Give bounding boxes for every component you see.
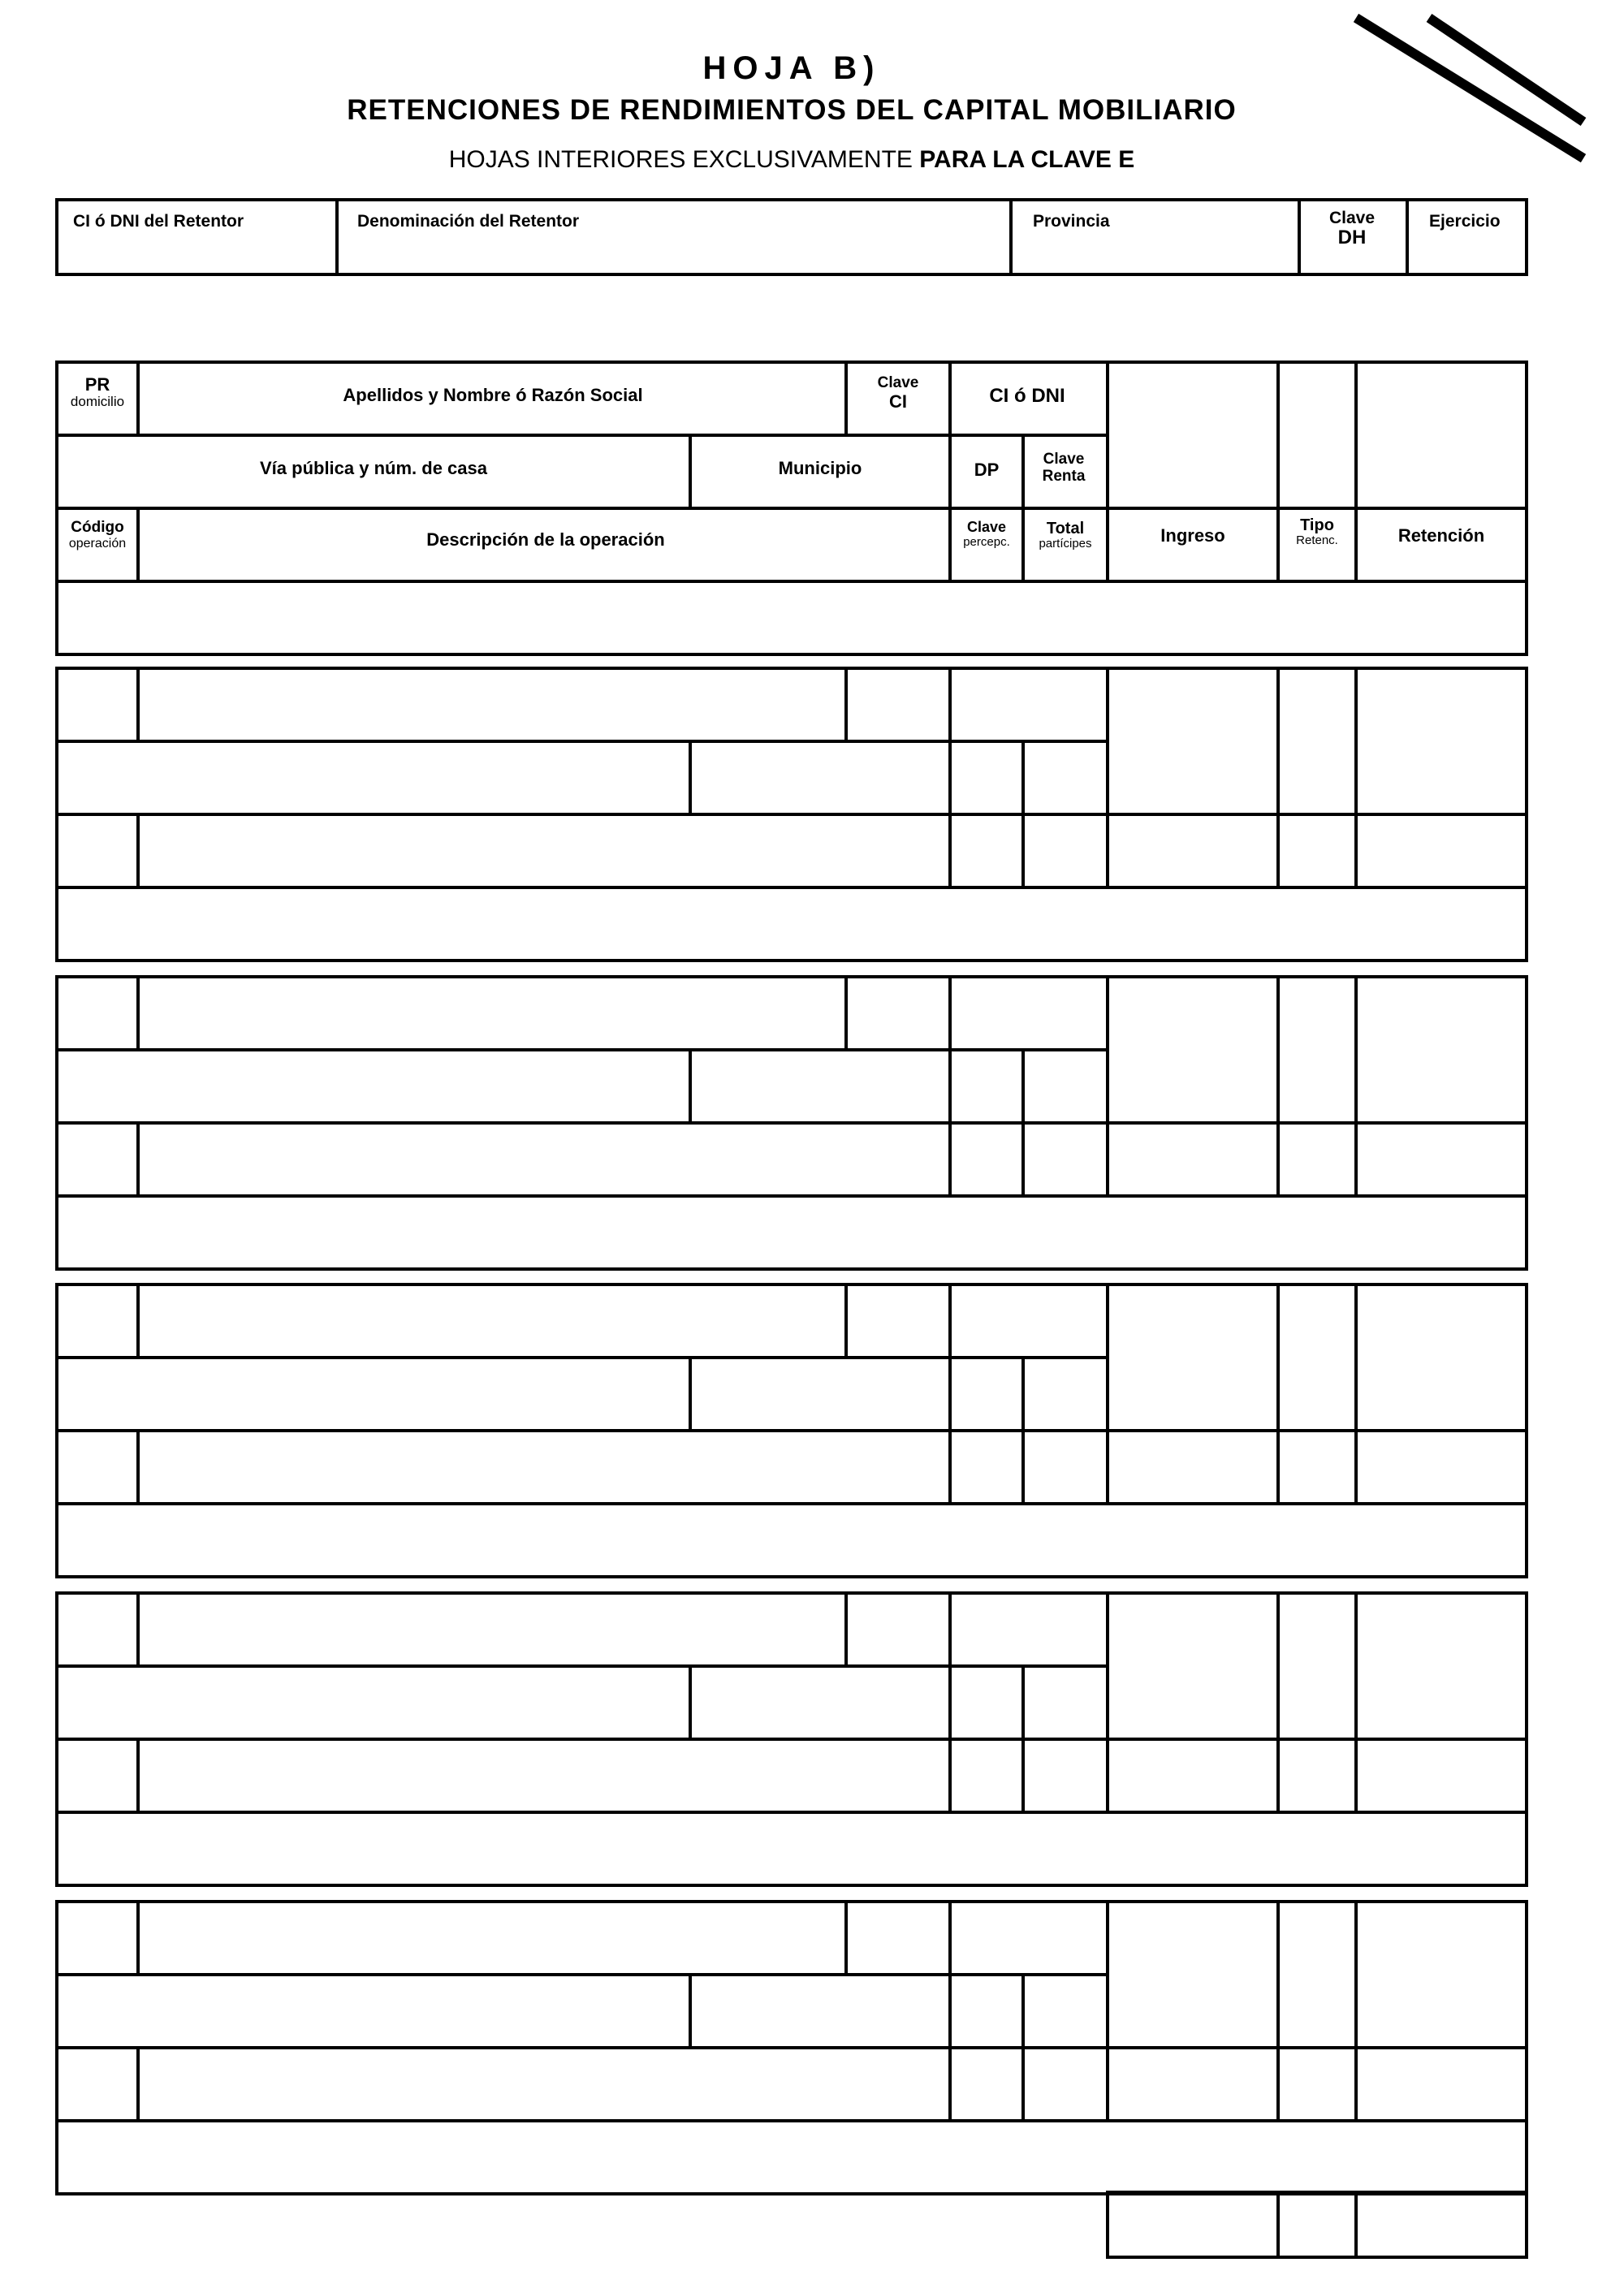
- subtitle-normal: HOJAS INTERIORES EXCLUSIVAMENTE: [448, 146, 913, 173]
- clave-ci-label: [846, 375, 950, 412]
- pr-line2: domicilio: [70, 394, 125, 410]
- clave-renta-label: [1023, 451, 1104, 486]
- retainer-name-label: Denominación del Retentor: [357, 212, 580, 231]
- clave-dh-line2: DH: [1337, 227, 1367, 249]
- clave-ci-line2: CI: [889, 391, 907, 412]
- retainer-ci-dni-label: CI ó DNI del Retentor: [73, 212, 244, 231]
- corner-mark: [1356, 18, 1583, 158]
- subtitle-bold: PARA LA CLAVE E: [919, 146, 1135, 173]
- retencion-label: Retención: [1397, 525, 1485, 546]
- clave-renta-line2: Renta: [1042, 467, 1086, 485]
- clave-dh-line1: Clave: [1328, 209, 1376, 227]
- ejercicio-label: Ejercicio: [1429, 212, 1501, 231]
- codigo-line1: Código: [71, 519, 124, 536]
- tipo-line2: Retenc.: [1296, 533, 1338, 547]
- total-participes-label: [1023, 520, 1108, 551]
- province-label: Provincia: [1033, 212, 1110, 231]
- ci-dni-label: CI ó DNI: [989, 385, 1065, 407]
- totals-box: [1108, 2192, 1527, 2257]
- apellidos-label: Apellidos y Nombre ó Razón Social: [343, 385, 643, 405]
- codigo-operacion-label: [57, 520, 138, 550]
- pr-line1: PR: [84, 374, 110, 395]
- total-line1: Total: [1046, 520, 1085, 538]
- municipio-label: Municipio: [778, 458, 862, 478]
- total-line2: partícipes: [1039, 537, 1092, 550]
- form-title: RETENCIONES DE RENDIMIENTOS DEL CAPITAL MOBILIARIO: [347, 94, 1237, 126]
- form-subtitle: [0, 146, 1583, 174]
- tipo-line1: Tipo: [1300, 516, 1334, 534]
- clave-percepc-line2: percepc.: [963, 534, 1010, 549]
- ingreso-label: Ingreso: [1160, 525, 1225, 546]
- clave-percepc-label: [950, 520, 1023, 549]
- dp-label: DP: [974, 460, 1000, 480]
- codigo-line2: operación: [68, 536, 127, 550]
- sheet-title: HOJA B): [702, 50, 881, 86]
- clave-renta-line1: Clave: [1043, 451, 1085, 468]
- pr-domicilio-label: [57, 375, 138, 410]
- clave-percepc-line1: Clave: [966, 519, 1007, 535]
- clave-dh-label: [1299, 209, 1405, 248]
- tipo-retenc-label: [1278, 516, 1356, 548]
- clave-ci-line1: Clave: [877, 374, 919, 391]
- via-publica-label: Vía pública y núm. de casa: [260, 458, 487, 478]
- descripcion-label: Descripción de la operación: [426, 529, 665, 550]
